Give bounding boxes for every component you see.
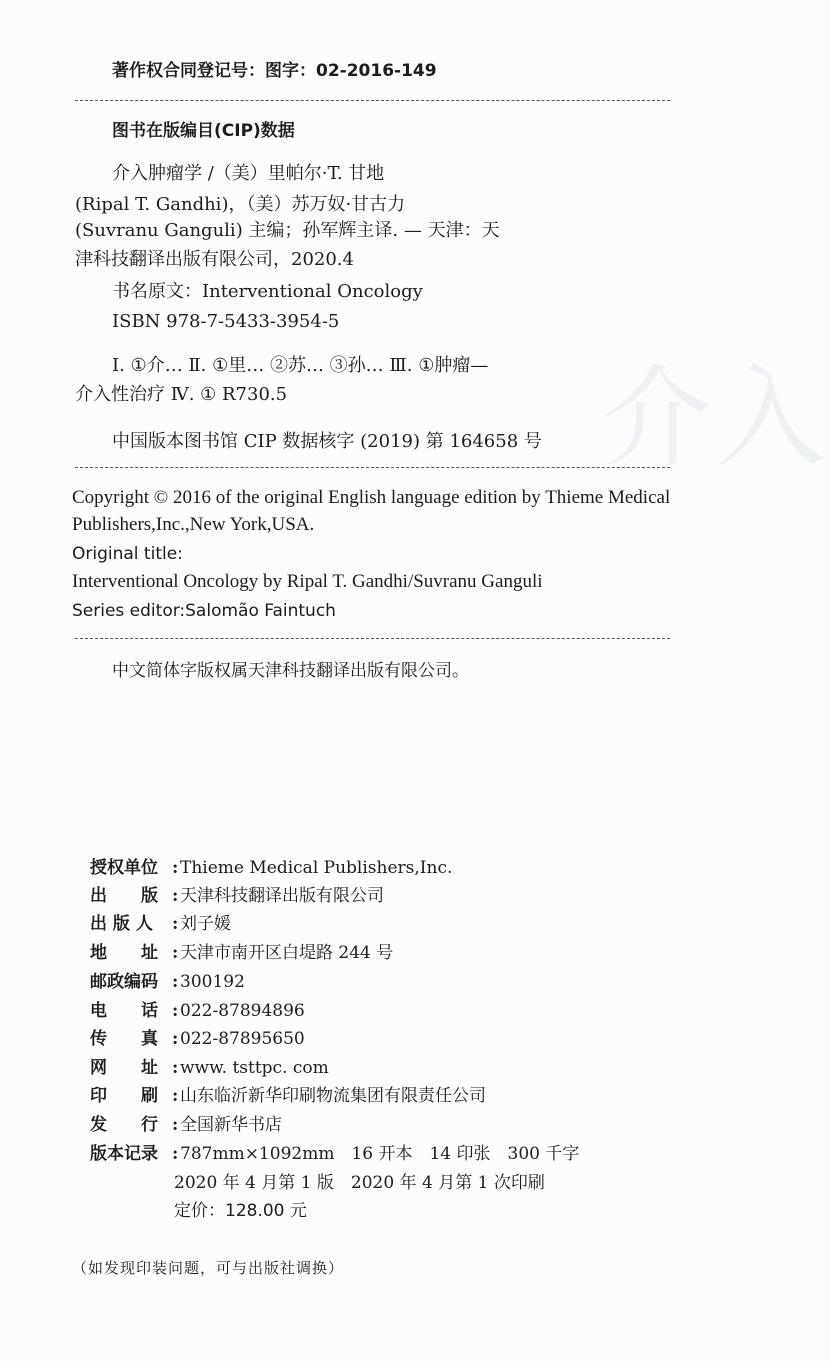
info-value: 022-87895650 — [180, 1029, 305, 1049]
info-value: 全国新华书店 — [180, 1115, 282, 1135]
original-title-label: Original title: — [72, 544, 183, 564]
rights-notice: 中文简体字版权属天津科技翻译出版有限公司。 — [112, 661, 469, 681]
info-value: 天津科技翻译出版有限公司 — [180, 886, 384, 906]
divider — [75, 467, 670, 468]
info-value: www. tsttpc. com — [180, 1058, 329, 1078]
info-label: 授权单位 — [90, 858, 158, 878]
classification-line: 介入性治疗 Ⅳ. ① R730.5 — [75, 384, 288, 405]
copyright-text: Copyright © 2016 of the original English language edition by Thieme Medical — [72, 487, 671, 508]
divider — [75, 100, 670, 101]
info-row-address: 地 址 : 天津市南开区白堤路 244 号 — [90, 940, 393, 967]
info-row-phone: 电 话 : 022-87894896 — [90, 998, 305, 1025]
info-row-printer: 印 刷 : 山东临沂新华印刷物流集团有限责任公司 — [90, 1083, 486, 1110]
info-label: 印 刷 — [90, 1086, 158, 1106]
info-value: 300192 — [180, 972, 245, 992]
info-value: 山东临沂新华印刷物流集团有限责任公司 — [180, 1086, 486, 1106]
copyright-registration: 著作权合同登记号：图字：02-2016-149 — [112, 61, 437, 81]
info-row-publisher-person: 出 版 人 : 刘子媛 — [90, 911, 231, 938]
cip-line: 津科技翻译出版有限公司，2020.4 — [75, 249, 354, 270]
info-label: 出 版 — [90, 886, 158, 906]
info-row-publisher: 出 版 : 天津科技翻译出版有限公司 — [90, 883, 384, 910]
edition-line: 2020 年 4 月第 1 版 2020 年 4 月第 1 次印刷 — [174, 1173, 545, 1193]
divider — [75, 638, 670, 639]
info-value: 天津市南开区白堤路 244 号 — [180, 943, 394, 963]
info-label: 网 址 — [90, 1058, 158, 1078]
background-watermark: 介入 — [602, 354, 830, 482]
copyright-text: Publishers,Inc.,New York,USA. — [72, 514, 315, 535]
cip-line: (Suvranu Ganguli) 主编；孙军辉主译. — 天津：天 — [75, 220, 500, 241]
info-row-distributor: 发 行 : 全国新华书店 — [90, 1112, 282, 1139]
info-value: 刘子媛 — [180, 914, 231, 934]
cip-record-number: 中国版本图书馆 CIP 数据核字 (2019) 第 164658 号 — [112, 431, 542, 452]
cip-heading: 图书在版编目(CIP)数据 — [112, 121, 295, 141]
cip-line: 介入肿瘤学 /（美）里帕尔·T. 甘地 — [112, 163, 385, 184]
info-label: 传 真 — [90, 1029, 158, 1049]
footer-note: （如发现印装问题，可与出版社调换） — [72, 1259, 345, 1277]
info-row-postcode: 邮政编码 : 300192 — [90, 969, 245, 996]
original-title: Interventional Oncology by Ripal T. Gandhi/Suvranu Ganguli — [72, 571, 543, 592]
info-label: 邮政编码 — [90, 972, 158, 992]
info-row-edition-record: 版本记录 : 787mm×1092mm 16 开本 14 印张 300 千字 — [90, 1141, 579, 1168]
info-value: 022-87894896 — [180, 1001, 305, 1021]
info-label: 地 址 — [90, 943, 158, 963]
series-editor: Series editor:Salomão Faintuch — [72, 601, 336, 621]
info-label: 电 话 — [90, 1001, 158, 1021]
info-label: 发 行 — [90, 1115, 158, 1135]
info-label: 出 版 人 — [90, 914, 153, 934]
price: 定价：128.00 元 — [174, 1201, 307, 1221]
classification-line: Ⅰ. ①介… Ⅱ. ①里… ②苏… ③孙… Ⅲ. ①肿瘤— — [112, 355, 489, 376]
cip-line: (Ripal T. Gandhi)，（美）苏万奴·甘古力 — [75, 194, 406, 215]
cip-line: 书名原文：Interventional Oncology — [112, 281, 423, 302]
info-value: Thieme Medical Publishers,Inc. — [180, 858, 453, 878]
info-row-fax: 传 真 : 022-87895650 — [90, 1026, 305, 1053]
info-row-website: 网 址 : www. tsttpc. com — [90, 1055, 329, 1082]
isbn: ISBN 978-7-5433-3954-5 — [112, 311, 340, 332]
info-label: 版本记录 — [90, 1144, 158, 1164]
info-row-licensor: 授权单位 : Thieme Medical Publishers,Inc. — [90, 855, 452, 882]
info-value: 787mm×1092mm 16 开本 14 印张 300 千字 — [180, 1144, 580, 1164]
